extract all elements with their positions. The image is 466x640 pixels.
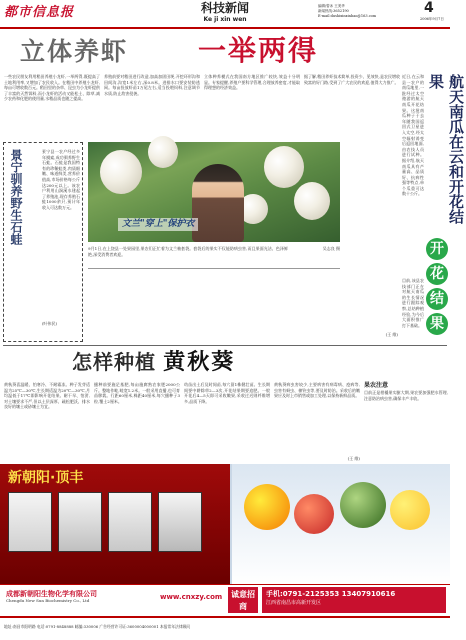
frog-article-box <box>3 142 83 342</box>
ad-phone: 手机:0791-2125353 13407910616 <box>266 590 396 598</box>
frog-source: (叶伟民) <box>42 321 58 326</box>
farmer-figure <box>192 164 244 242</box>
okra-headline-highlight: 黄秋葵 <box>163 349 236 375</box>
okra-body-col2: 播种前要施足基肥,每亩施腐熟农家肥2000公斤。整地作畦,畦宽1.2米。一般采用直播,也可育苗移栽。行距60厘米,株距40厘米,每穴播种子3粒,覆土2厘米。 <box>94 382 180 404</box>
ad-fruit-image <box>244 474 434 554</box>
newspaper-logo: 都市信息报 <box>4 5 75 20</box>
pomelo-fruit <box>294 182 330 220</box>
page-number: 4 <box>424 0 434 16</box>
ad-left-panel <box>0 464 230 584</box>
ad-bottom-bar <box>0 584 450 614</box>
pomelo-photo <box>88 142 340 242</box>
photo-caption-text: 9月1日,在上饶县一处果园里,果农们正忙着为文兰柚套袋。套袋后的果实不仅能防病虫害,而且果面光洁、色泽鲜艳,深受消费者欢迎。 <box>88 246 288 257</box>
okra-source: (王 维) <box>347 456 360 461</box>
ad-product-images <box>8 492 222 572</box>
page-header <box>0 0 450 26</box>
okra-headline <box>72 350 332 378</box>
ad-product-title: 新朝阳·顶丰 <box>8 470 84 486</box>
product-bag <box>8 492 52 552</box>
ad-banner <box>0 464 450 614</box>
fruit-image <box>390 490 430 530</box>
ad-brand-name: 成都新朝阳生物化学有限公司 <box>6 589 97 598</box>
okra-body-col3: 幼苗出土后及时间苗,每穴留1株健壮苗。生长期间要中耕除草2—3次,开花结果期要追肥。一般开花后4—5天即可采收嫩果,采收过迟则纤维增多,品质下降。 <box>184 382 270 404</box>
photo-credit: 吴志良 摄 <box>322 246 340 251</box>
pumpkin-body-2: 目前,该县农技部门正在对航天南瓜的生长情况进行跟踪观察,总结种植经验,为今后大面积推广打下基础。 <box>402 278 424 328</box>
ad-brand-en: Chengdu New Sun Biochemistry Co., Ltd <box>6 598 90 603</box>
shrimp-headline-left: 立体养虾 <box>20 37 129 66</box>
section-divider <box>3 345 447 346</box>
footer-text: 地址:南昌市阳明路 电话:0791-8848888 邮编:330006 广告经营许可证:3600004000001 本报常年法律顾问 <box>4 624 191 629</box>
pumpkin-circles <box>426 238 448 335</box>
hotline: 新闻热线:3652190 <box>318 9 349 13</box>
header-rule <box>0 27 450 29</box>
circle-char: 花 <box>426 263 448 285</box>
ad-website[interactable]: www.cnxzy.com <box>160 593 223 601</box>
shrimp-body-col3: 立体种养模式在我国南方地区推广较快,效益十分明显。专家提醒,养殖户要科学管理,合理放养密度,才能取得理想的经济效益。 <box>204 74 300 91</box>
fruit-image <box>294 494 334 534</box>
section-subtitle: Ke ji xin wen <box>203 16 247 23</box>
fruit-image <box>340 482 386 528</box>
fruit-image <box>244 484 290 530</box>
pumpkin-sidebar <box>402 74 465 344</box>
circle-char: 果 <box>426 313 448 335</box>
okra-headline-prefix: 怎样种植 <box>72 350 156 374</box>
citrus-note-title: 果农注意 <box>364 382 389 389</box>
citrus-note <box>364 382 448 462</box>
product-bag <box>108 492 152 552</box>
shrimp-side-text <box>88 268 340 292</box>
product-bag <box>158 492 202 552</box>
product-bag <box>58 492 102 552</box>
shrimp-body-col1: 一些农民朋友利用稻田养殖小龙虾,一举两得,既提高了土地利用率,又增加了农民收入。在稻田中养殖小龙虾,每亩可增收数百元。稻田里的杂草、昆虫为小龙虾提供了丰富的天然饵料,而小龙虾的活动又能松土、除草,减少农药和化肥的使用量,水稻品质也随之提高。 <box>4 74 100 102</box>
ad-contact <box>262 587 446 613</box>
okra-body-col4: 黄秋葵病虫害较少,主要病害有病毒病、疫病等,虫害有蚜虫、棉铃虫等,要及时防治。采收后的嫩果应及时上市销售或加工处理,以保持新鲜品质。 <box>274 382 360 399</box>
ad-brand <box>6 589 156 603</box>
circle-char: 结 <box>426 288 448 310</box>
photo-caption-title: 文兰"穿上"保护衣 <box>118 218 198 231</box>
shrimp-body-col2: 养殖前要对稻田进行改造,加高加固田埂,开挖环形沟和田间沟,沟宽1米左右,深0.8米。进排水口要安装防逃网。每亩投放虾苗1万尾左右,适当投喂饲料,注意调节水质,防止敌害侵袭。 <box>104 74 200 96</box>
citrus-note-body: 目前正是柑橘果实膨大期,果农要加强肥水管理,注意防治病虫害,确保丰产丰收。 <box>364 390 448 401</box>
ad-right-panel <box>232 464 450 584</box>
circle-char: 开 <box>426 238 448 260</box>
frog-body: 景宁县一农户经过多年摸索,成功驯养野生石蛙。石蛙是我国特有的珍稀蛙类,肉质细嫩、味道鲜美,营养价值高,市场价格每公斤达200元以上。该农户利用山涧溪水建起了养殖池,现存养殖石蛙1000余只,预计年收入可达数万元。 <box>42 149 80 210</box>
section-title: 科技新闻 <box>200 1 249 15</box>
pumpkin-body: 近日,在云和县一农户的南瓜地里,一批经过太空遨游的航天南瓜开花结果。这批南瓜种子于去年随我国返回式卫星进入太空,经太空辐射诱变后返回地面,由农技人员进行试种。据介绍,航天南瓜具有产量高、品质好、抗病性强等特点,单个瓜重可达数十公斤。 <box>402 74 424 197</box>
editor-names: 编辑/曾冰 王美华 <box>318 4 345 8</box>
pomelo-fruit <box>264 146 304 188</box>
frog-headline: 景宁驯养野生石蛙 <box>9 149 23 245</box>
email: E-mail:dushixinxinbao@163.com <box>318 14 377 18</box>
middle-right-column <box>344 142 398 342</box>
ad-recruit-badge: 诚意招商 <box>228 587 258 613</box>
pomelo-fruit <box>100 150 142 194</box>
editor-info <box>318 4 418 19</box>
pomelo-fruit <box>148 136 178 168</box>
okra-body-col1: 黄秋葵喜温暖、怕寒冷、不耐霜冻。种子发芽适温为25℃—30℃,生长期适温为20℃—30℃,月均温低于17℃即影响开花结果。耐干旱、怕涝,对土壤要求不严,但以土层深厚、疏松肥沃、排水良好的壤土或砂壤土为宜。 <box>4 382 90 410</box>
page-footer <box>0 616 450 640</box>
shrimp-headline-right: 一举两得 <box>198 34 319 67</box>
issue-date: 2006年9月7日 <box>420 17 444 21</box>
photo-caption <box>88 246 340 264</box>
shrimp-body-col4: 据了解,稻田养虾技术简单,投资少、见效快,是农民增收致富的好门路,受到了广大农民的欢迎,值得大力推广。 <box>304 74 400 85</box>
pumpkin-headline-text: 航天南瓜在云和开花结果 <box>427 74 465 224</box>
pumpkin-source: (王 维) <box>385 332 398 337</box>
ad-address: 江西省南昌市高新开发区 <box>266 600 322 606</box>
